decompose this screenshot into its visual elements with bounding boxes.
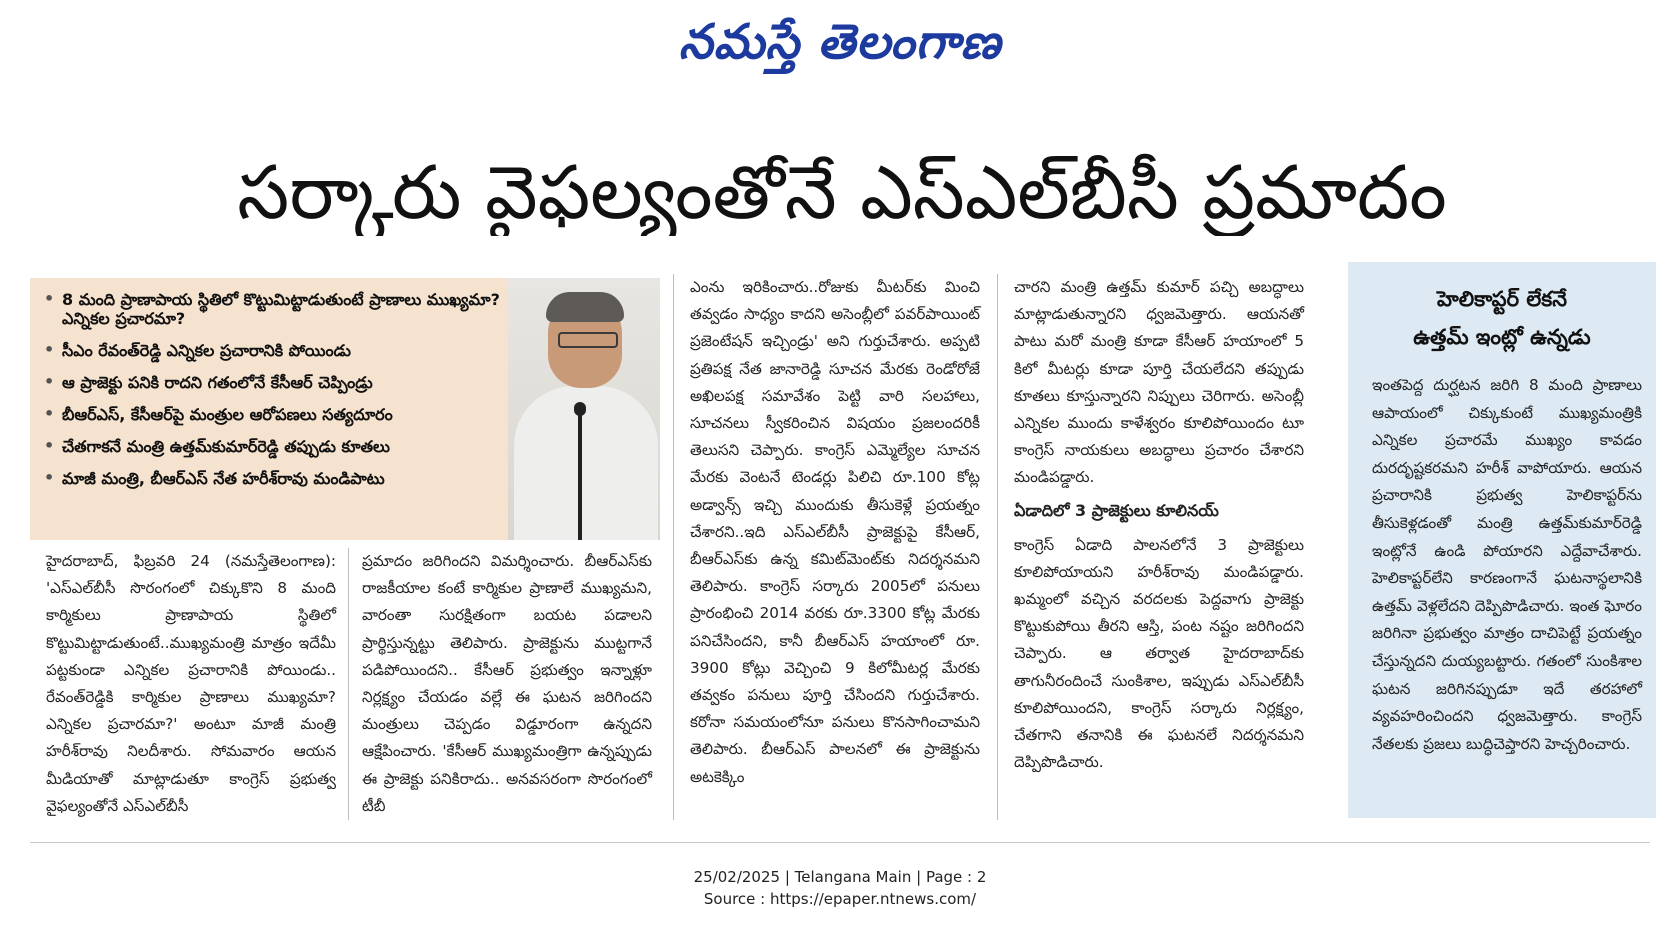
highlight-item: • బీఆర్‌ఎస్, కేసీఆర్‌పై మంత్రుల ఆరోపణలు సత్యదూరం: [44, 399, 500, 431]
column-divider: [348, 548, 349, 820]
highlight-item: • సీఎం రేవంత్‌రెడ్డి ఎన్నికల ప్రచారానికి పోయిండు: [44, 335, 500, 367]
article-column-3: [690, 274, 980, 791]
column-divider: [673, 274, 674, 820]
article-paragraph: ఎంను ఇరికించారు..రోజుకు మీటర్‌కు మించి తవ్వడం సాధ్యం కాదని అసెంబ్లీలో పవర్‌పాయింట్ ప్రజెంటేషన్ ఇచ్చిండ్రు' అని గుర్తుచేశారు. అప్పటి ప్రతిపక్ష నేత జానారెడ్డి సూచన మేరకు రెండోరోజే అఖిలపక్ష సమావేశం పెట్టి వారి సలహాలు, సూచనలు స్వీకరించిన విషయం ప్రజలందరికీ తెలుసని చెప్పారు. కాంగ్రెస్ ఎమ్మెల్యేల సూచన మేరకు వెంటనే టెండర్లు పిలిచి రూ.100 కోట్ల అడ్వాన్స్ ఇచ్చి ముందుకు తీసుకెళ్లే ప్రయత్నం చేశారని..ఇది ఎస్‌ఎల్‌బీసీ ప్రాజెక్టుపై కేసీఆర్, బీఆర్‌ఎస్‌కు ఉన్న కమిట్‌మెంట్‌కు నిదర్శనమని తెలిపారు. కాంగ్రెస్ సర్కారు 2005లో పనులు ప్రారంభించి 2014 వరకు రూ.3300 కోట్ల మేరకు పనిచేసిందని, కానీ బీఆర్‌ఎస్ హయాంలో రూ. 3900 కోట్లు వెచ్చించి 9 కిలోమీటర్ల మేరకు తవ్వకం పనులు పూర్తి చేసిందని గుర్తుచేశారు. కరోనా సమయంలోనూ పనులు కొనసాగించామని తెలిపారు. బీఆర్‌ఎస్ పాలనలో ఈ ప్రాజెక్టును అటకెక్కిం: [690, 278, 980, 786]
photo-glasses-shape: [558, 332, 618, 348]
article-paragraph: ప్రమాదం జరిగిందని విమర్శించారు. బీఆర్‌ఎస్‌కు రాజకీయాల కంటే కార్మికుల ప్రాణాలే ముఖ్యమని, వారంతా సురక్షితంగా బయట పడాలని ప్రార్థిస్తున్నట్టు తెలిపారు. ప్రాజెక్టును ముట్టగానే పడిపోయిందని.. కేసీఆర్ ప్రభుత్వం ఇన్నాళ్లూ నిర్లక్ష్యం చేయడం వల్లే ఈ ఘటన జరిగిందని మంత్రులు చెప్పడం విడ్డూరంగా ఉన్నదని ఆక్షేపించారు. 'కేసీఆర్ ముఖ్యమంత్రిగా ఉన్నప్పుడు ఈ ప్రాజెక్టు పనికిరాదు.. అనవసరంగా సొరంగంలో టీబీ: [362, 552, 652, 815]
sidebar-box: [1348, 262, 1656, 818]
photo-body-shape: [514, 386, 658, 540]
sidebar-title-line: ఉత్తమ్ ఇంట్లో ఉన్నడు: [1413, 325, 1591, 349]
highlights-box: [30, 278, 508, 540]
highlight-item: • 8 మంది ప్రాణాపాయ స్థితిలో కొట్టుమిట్టాడుతుంటే ప్రాణాలు ముఖ్యమా? ఎన్నికల ప్రచారమా?: [44, 284, 500, 335]
microphone-head-icon: [574, 402, 586, 416]
sidebar-text: ఇంతపెద్ద దుర్ఘటన జరిగి 8 మంది ప్రాణాలు ఆపాయంలో చిక్కుకుంటే ముఖ్యమంత్రికి ఎన్నికల ప్రచారమే ముఖ్యం కావడం దురదృష్టకరమని హరీశ్ వాపోయారు. ఆయన ప్రచారానికి ప్రభుత్వ హెలికాప్టర్‌ను తీసుకెళ్లడంతో మంత్రి ఉత్తమ్‌కుమార్‌రెడ్డి ఇంట్లోనే ఉండి పోయారని ఎద్దేవాచేశారు. హెలికాప్టర్‌లేని కారణంగానే ఘటనాస్థలానికి ఉత్తమ్ వెళ్లలేదని దెప్పిపొడిచారు. ఇంత ఘోరం జరిగినా ప్రభుత్వం మాత్రం దాచిపెట్టే ప్రయత్నం చేస్తున్నదని దుయ్యబట్టారు. గతంలో సుంకిశాల ఘటన జరిగినప్పుడూ ఇదే తరహాలో వ్యవహరించిందని ధ్వజమెత్తారు. కాంగ్రెస్ నేతలకు ప్రజలు బుద్ధిచెప్తారని హెచ్చరించారు.: [1372, 376, 1642, 753]
article-subheading: ఏడాదిలో 3 ప్రాజెక్టులు కూలినయ్: [1014, 500, 1219, 520]
article-column-4: [1014, 274, 1304, 776]
article-column-1: [46, 548, 336, 820]
highlight-item: • ఆ ప్రాజెక్టు పనికి రాదని గతంలోనే కేసీఆర్ చెప్పిండ్రు: [44, 367, 500, 399]
photo-hair-shape: [546, 292, 624, 322]
highlight-item: • మాజీ మంత్రి, బీఆర్‌ఎస్ నేత హరీశ్‌రావు మండిపాటు: [44, 463, 500, 495]
highlights-list: [30, 278, 508, 495]
speaker-photo: [508, 278, 660, 540]
footer-divider: [30, 842, 1650, 843]
headline: సర్కారు వైఫల్యంతోనే ఎస్‌ఎల్‌బీసీ ప్రమాదం: [237, 150, 1447, 236]
column-divider: [997, 274, 998, 820]
newspaper-masthead: నమస్తే తెలంగాణ: [678, 14, 1002, 70]
sidebar-title: [1348, 262, 1656, 356]
footer-date-page: 25/02/2025 | Telangana Main | Page : 2: [693, 868, 987, 886]
article-paragraph: కాంగ్రెస్ ఏడాది పాలనలోనే 3 ప్రాజెక్టులు కూలిపోయాయని హరీశ్‌రావు మండిపడ్డారు. ఖమ్మంలో వచ్చిన వరదలకు పెద్దవాగు ప్రాజెక్టు కొట్టుకుపోయి తీరని ఆస్తి, పంట నష్టం జరిగిందని చెప్పారు. ఆ తర్వాత హైదరాబాద్‌కు తాగునీరందించే సుంకిశాల, ఇప్పుడు ఎస్‌ఎల్‌బీసీ కూలిపోయిందని, కాంగ్రెస్ సర్కారు నిర్లక్ష్యం, చేతగాని తనానికి ఈ ఘటనలే నిదర్శనమని దెప్పిపొడిచారు.: [1014, 535, 1304, 772]
footer: [0, 866, 1680, 910]
article-paragraph: హైదరాబాద్, ఫిబ్రవరి 24 (నమస్తేతెలంగాణ): 'ఎస్‌ఎల్‌బీసీ సొరంగంలో చిక్కుకొని 8 మంది కార్మికులు ప్రాణాపాయ స్థితిలో కొట్టుమిట్టాడుతుంటే..ముఖ్యమంత్రి మాత్రం ఇదేమీ పట్టకుండా ఎన్నికల ప్రచారానికి పోయిండు.. రేవంత్‌రెడ్డికి కార్మికుల ప్రాణాలు ముఖ్యమా? ఎన్నికల ప్రచారమా?' అంటూ మాజీ మంత్రి హరీశ్‌రావు నిలదీశారు. సోమవారం ఆయన మీడియాతో మాట్లాడుతూ కాంగ్రెస్ ప్రభుత్వ వైఫల్యంతోనే ఎస్‌ఎల్‌బీసీ: [46, 552, 336, 815]
footer-source: Source : https://epaper.ntnews.com/: [703, 890, 977, 908]
microphone-icon: [578, 410, 582, 540]
sidebar-title-line: హెలికాప్టర్ లేకనే: [1437, 287, 1567, 311]
article-column-2: [362, 548, 652, 820]
highlight-item: • చేతగాకనే మంత్రి ఉత్తమ్‌కుమార్‌రెడ్డి తప్పుడు కూతలు: [44, 431, 500, 463]
article-paragraph: చారని మంత్రి ఉత్తమ్ కుమార్ పచ్చి అబద్ధాలు మాట్లాడుతున్నారని ధ్వజమెత్తారు. ఆయనతో పాటు మరో మంత్రి కూడా కేసీఆర్ హయాంలో 5 కిలో మీటర్లు కూడా పూర్తి చేయలేదని తప్పుడు కూతలు కూస్తున్నారని నిప్పులు చెరిగారు. అసెంబ్లీ ఎన్నికల ముందు కాళేశ్వరం కూలిపోయిందం టూ కాంగ్రెస్ నాయకులు అబద్ధాలు ప్రచారం చేశారని మండిపడ్డారు.: [1014, 278, 1304, 487]
